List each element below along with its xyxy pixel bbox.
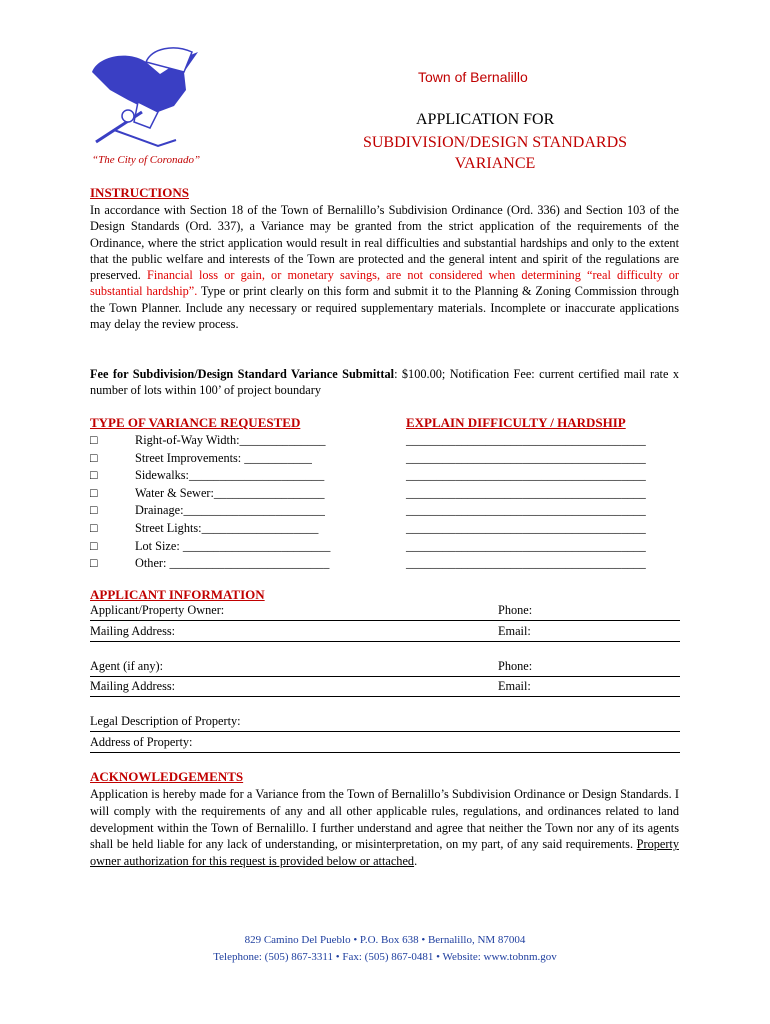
variance-item[interactable]	[90, 555, 330, 573]
hardship-line[interactable]: _______________________________________	[406, 556, 646, 571]
legal-description-row[interactable]	[90, 714, 680, 729]
agent-mailing-label: Mailing Address:	[90, 679, 176, 693]
town-name: Town of Bernalillo	[418, 69, 528, 85]
email-label: Email:	[498, 624, 531, 638]
checkbox-icon[interactable]: □	[90, 538, 98, 553]
divider	[90, 752, 680, 753]
ack-text	[90, 786, 679, 870]
divider	[90, 641, 680, 642]
checkbox-icon[interactable]: □	[90, 468, 98, 483]
variance-item[interactable]	[90, 485, 330, 503]
property-address-label: Address of Property:	[90, 735, 193, 749]
checkbox-icon[interactable]: □	[90, 433, 98, 447]
owner-phone-label: Phone:	[498, 603, 533, 617]
variance-item[interactable]	[90, 502, 330, 520]
form-title	[345, 132, 645, 174]
variance-item-label: Right-of-Way Width:______________	[135, 433, 326, 447]
variance-heading: TYPE OF VARIANCE REQUESTED	[90, 415, 301, 430]
divider	[90, 676, 680, 677]
checkbox-icon[interactable]: □	[90, 520, 98, 535]
variance-item[interactable]	[90, 538, 330, 556]
checkbox-icon[interactable]: □	[90, 556, 98, 571]
footer	[0, 932, 770, 966]
ack-heading: ACKNOWLEDGEMENTS	[90, 769, 244, 784]
hardship-line[interactable]: _______________________________________	[406, 503, 646, 518]
instructions-text-b: Type or print clearly on this form and submit it to the Planning & Zoning Commission through the Town Planner. Include any necessary or required supplementary materials. Incomplete or inaccurate applications may delay the review process.	[90, 284, 679, 332]
variance-item[interactable]	[90, 432, 330, 450]
conquistador-helmet-icon	[88, 46, 236, 162]
divider	[90, 620, 680, 621]
variance-item-label: Water & Sewer:__________________	[135, 485, 325, 500]
title-line-3: VARIANCE	[454, 155, 536, 172]
fee-text	[90, 366, 679, 399]
variance-item[interactable]	[90, 450, 330, 468]
variance-item[interactable]	[90, 520, 330, 538]
instructions-warning: Financial loss or gain, or monetary savings, are not considered when determining “real difficulty or substantial hardship”.	[90, 268, 679, 299]
agent-mailing-row[interactable]	[90, 679, 680, 694]
ack-body: Application is hereby made for a Variance from the Town of Bernalillo’s Subdivision Ordinance or Design Standards. I will comply with the requirements of any and all other applicable rules, regulations, and ordinances related to land development within the Town of Bernalillo. I further understand and agree that neither the Town nor any of its agents shall be held liable for any lack of understanding, or misinterpretation, on my part, of any said requirements.	[90, 787, 679, 852]
variance-item[interactable]	[90, 467, 330, 485]
divider	[90, 696, 680, 697]
variance-item-label: Sidewalks:______________________	[135, 468, 325, 483]
mailing-label: Mailing Address:	[90, 624, 176, 638]
agent-phone-label: Phone:	[498, 659, 533, 673]
hardship-line[interactable]: _______________________________________	[406, 538, 646, 553]
owner-row[interactable]	[90, 603, 680, 618]
variance-item-label: Lot Size: ________________________	[135, 538, 331, 553]
footer-contact: Telephone: (505) 867-3311 • Fax: (505) 867-0481 • Website: www.tobnm.gov	[213, 951, 557, 963]
title-line-1: APPLICATION FOR	[416, 111, 555, 128]
applicant-heading: APPLICANT INFORMATION	[90, 587, 265, 602]
hardship-line[interactable]: _______________________________________	[406, 450, 646, 465]
logo-tagline: “The City of Coronado”	[92, 154, 201, 166]
checkbox-icon[interactable]: □	[90, 450, 98, 465]
fee-label: Fee for Subdivision/Design Standard Variance Submittal	[90, 367, 395, 381]
agent-label: Agent (if any):	[90, 659, 164, 673]
footer-address: 829 Camino Del Pueblo • P.O. Box 638 • Bernalillo, NM 87004	[244, 934, 526, 946]
town-logo	[88, 46, 236, 162]
divider	[90, 731, 680, 732]
instructions-text	[90, 202, 679, 332]
variance-item-label: Street Lights:___________________	[135, 520, 319, 535]
legal-description-label: Legal Description of Property:	[90, 714, 241, 728]
variance-list	[90, 432, 330, 573]
hardship-heading: EXPLAIN DIFFICULTY / HARDSHIP	[406, 415, 626, 430]
checkbox-icon[interactable]: □	[90, 503, 98, 518]
variance-item-label: Street Improvements: ___________	[135, 450, 312, 465]
ack-end: .	[414, 854, 418, 869]
mailing-row[interactable]	[90, 624, 680, 639]
variance-item-label: Other: __________________________	[135, 556, 330, 571]
fee-details: : $100.00; Notification Fee: current certified mail rate x number of lots within 100’ of project boundary	[90, 367, 679, 398]
variance-item-label: Drainage:_______________________	[135, 503, 325, 518]
title-line-2: SUBDIVISION/DESIGN STANDARDS	[362, 134, 628, 151]
hardship-lines	[406, 432, 678, 573]
owner-label: Applicant/Property Owner:	[90, 603, 225, 617]
agent-row[interactable]	[90, 659, 680, 674]
hardship-line[interactable]: _______________________________________	[406, 468, 646, 483]
hardship-line[interactable]: _______________________________________	[406, 433, 646, 447]
instructions-text-a: In accordance with Section 18 of the Town of Bernalillo’s Subdivision Ordinance (Ord. 336) and Section 103 of the Design Standards (Ord. 337), a Variance may be granted from the strict application of the requirements of the Ordinance, where the strict application would result in real difficulties and substantial hardships and only to the extent that the public welfare and interests of the Town are protected and the general intent and spirit of the regulations are preserved.	[90, 203, 679, 283]
agent-email-label: Email:	[498, 679, 531, 693]
instructions-heading: INSTRUCTIONS	[90, 185, 189, 200]
checkbox-icon[interactable]: □	[90, 485, 98, 500]
hardship-line[interactable]: _______________________________________	[406, 485, 646, 500]
hardship-line[interactable]: _______________________________________	[406, 520, 646, 535]
property-address-row[interactable]	[90, 735, 680, 750]
ack-owner-authorization: Property owner authorization for this request is provided below or attached	[90, 837, 679, 869]
